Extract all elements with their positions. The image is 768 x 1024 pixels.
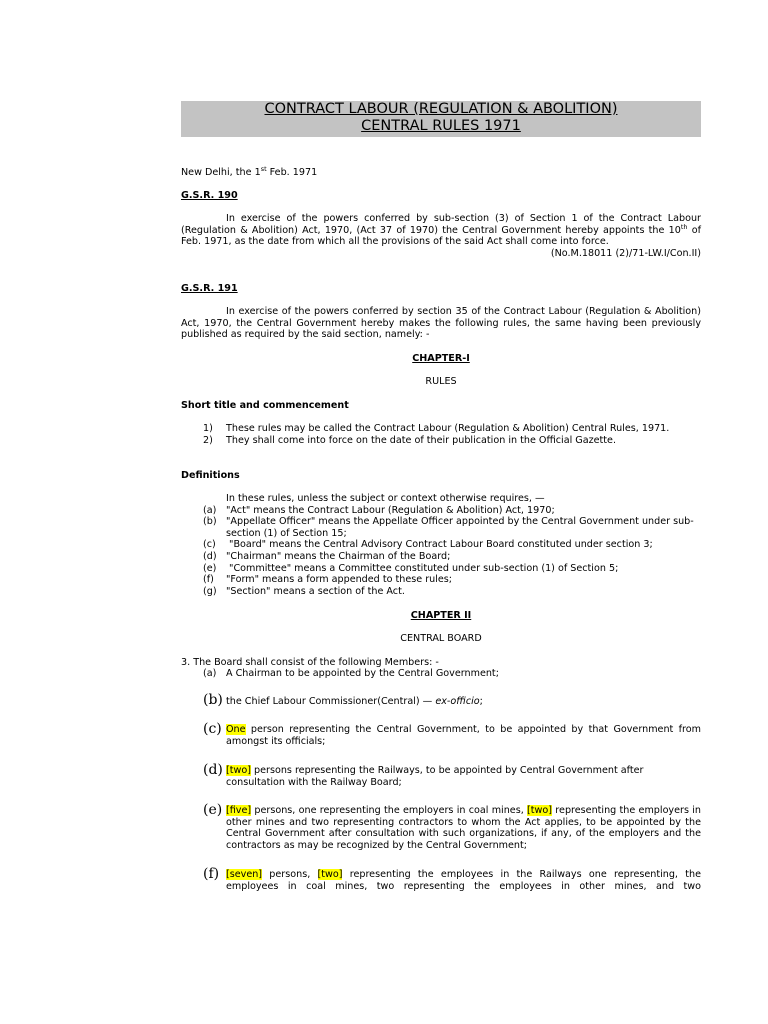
chapter1-subheading: RULES xyxy=(425,376,457,387)
list-item: (g) "Section" means a section of the Act. xyxy=(203,585,405,597)
list-item: (b) "Appellate Officer" means the Appellate Officer appointed by the Central Government under sub-section (1) of Section 15; xyxy=(203,516,694,539)
highlight: [two] xyxy=(226,765,251,776)
list-item: (f) "Form" means a form appended to these rules; xyxy=(203,574,453,586)
list-item: (c) "Board" means the Central Advisory Contract Labour Board constituted under section 3; xyxy=(203,539,653,551)
list-item: (d) "Chairman" means the Chairman of the Board; xyxy=(203,550,451,562)
title-line-1: CONTRACT LABOUR (REGULATION & ABOLITION) xyxy=(264,101,618,117)
list-item: (e) "Committee" means a Committee constituted under sub-section (1) of Section 5; xyxy=(203,562,619,574)
list-item: 1) These rules may be called the Contract Labour (Regulation & Abolition) Central Rules, 1971. xyxy=(203,423,670,434)
title-banner xyxy=(181,101,701,137)
list-item: (f) [seven] persons, [two] representing the employees in the Railways one representing, the employees in coal mines, two representing the employees in other mines, and two xyxy=(203,866,701,892)
short-title-heading: Short title and commencement xyxy=(181,400,349,411)
list-item: (a) A Chairman to be appointed by the Central Government; xyxy=(203,668,499,679)
list-item: (c) One person representing the Central Government, to be appointed by that Government from amongst its officials; xyxy=(203,721,701,747)
gsr190-heading: G.S.R. 190 xyxy=(181,190,238,201)
highlight: [seven] xyxy=(226,869,263,880)
list-item: (d) [two] persons representing the Railways, to be appointed by Central Government after consultation with the Railway Board; xyxy=(203,762,644,788)
gsr190-reference: (No.M.18011 (2)/71-LW.I/Con.II) xyxy=(550,248,701,259)
list-item: 2) They shall come into force on the date of their publication in the Official Gazette. xyxy=(203,434,617,446)
list-item: (a) "Act" means the Contract Labour (Regulation & Abolition) Act, 1970; xyxy=(203,504,555,516)
chapter2-subheading: CENTRAL BOARD xyxy=(400,633,482,644)
definitions-intro: In these rules, unless the subject or context otherwise requires, — xyxy=(226,493,545,504)
highlight: One xyxy=(226,724,246,735)
short-title-list xyxy=(181,423,701,446)
board-intro: 3. The Board shall consist of the following Members: - xyxy=(181,657,439,668)
chapter2-heading: CHAPTER II xyxy=(410,610,472,621)
definitions-heading: Definitions xyxy=(181,470,240,481)
gsr190-paragraph: In exercise of the powers conferred by sub-section (3) of Section 1 of the Contract Labour (Regulation & Abolition) Act, 1970, (Act 37 of 1970) the Central Government hereby appoints the 10th of Feb. 1971, as the date from which all the provisions of the said Act shall come into force. xyxy=(181,213,702,248)
definitions-list xyxy=(181,493,701,597)
title-line-2: CENTRAL RULES 1971 xyxy=(361,118,521,134)
dateline: New Delhi, the 1st Feb. 1971 xyxy=(181,164,318,178)
list-item: (b) the Chief Labour Commissioner(Central) — ex-officio; xyxy=(203,692,483,708)
gsr191-heading: G.S.R. 191 xyxy=(181,283,238,294)
highlight: [two] xyxy=(527,805,553,816)
highlight: [five] xyxy=(226,805,252,816)
highlight: [two] xyxy=(317,869,343,880)
chapter1-heading: CHAPTER-I xyxy=(412,353,470,364)
list-item: (e) [five] persons, one representing the employers in coal mines, [two] representing the employers in other mines and two representing contractors to whom the Act applies, to be appointed by the Central Government after consultation with such organizations, if any, of the employers and the contractors as may be recognized by the Central Government; xyxy=(203,802,701,851)
gsr191-paragraph: In exercise of the powers conferred by section 35 of the Contract Labour (Regulation & Abolition) Act, 1970, the Central Government hereby makes the following rules, the same having been previously published as required by the said section, namely: - xyxy=(181,306,701,341)
